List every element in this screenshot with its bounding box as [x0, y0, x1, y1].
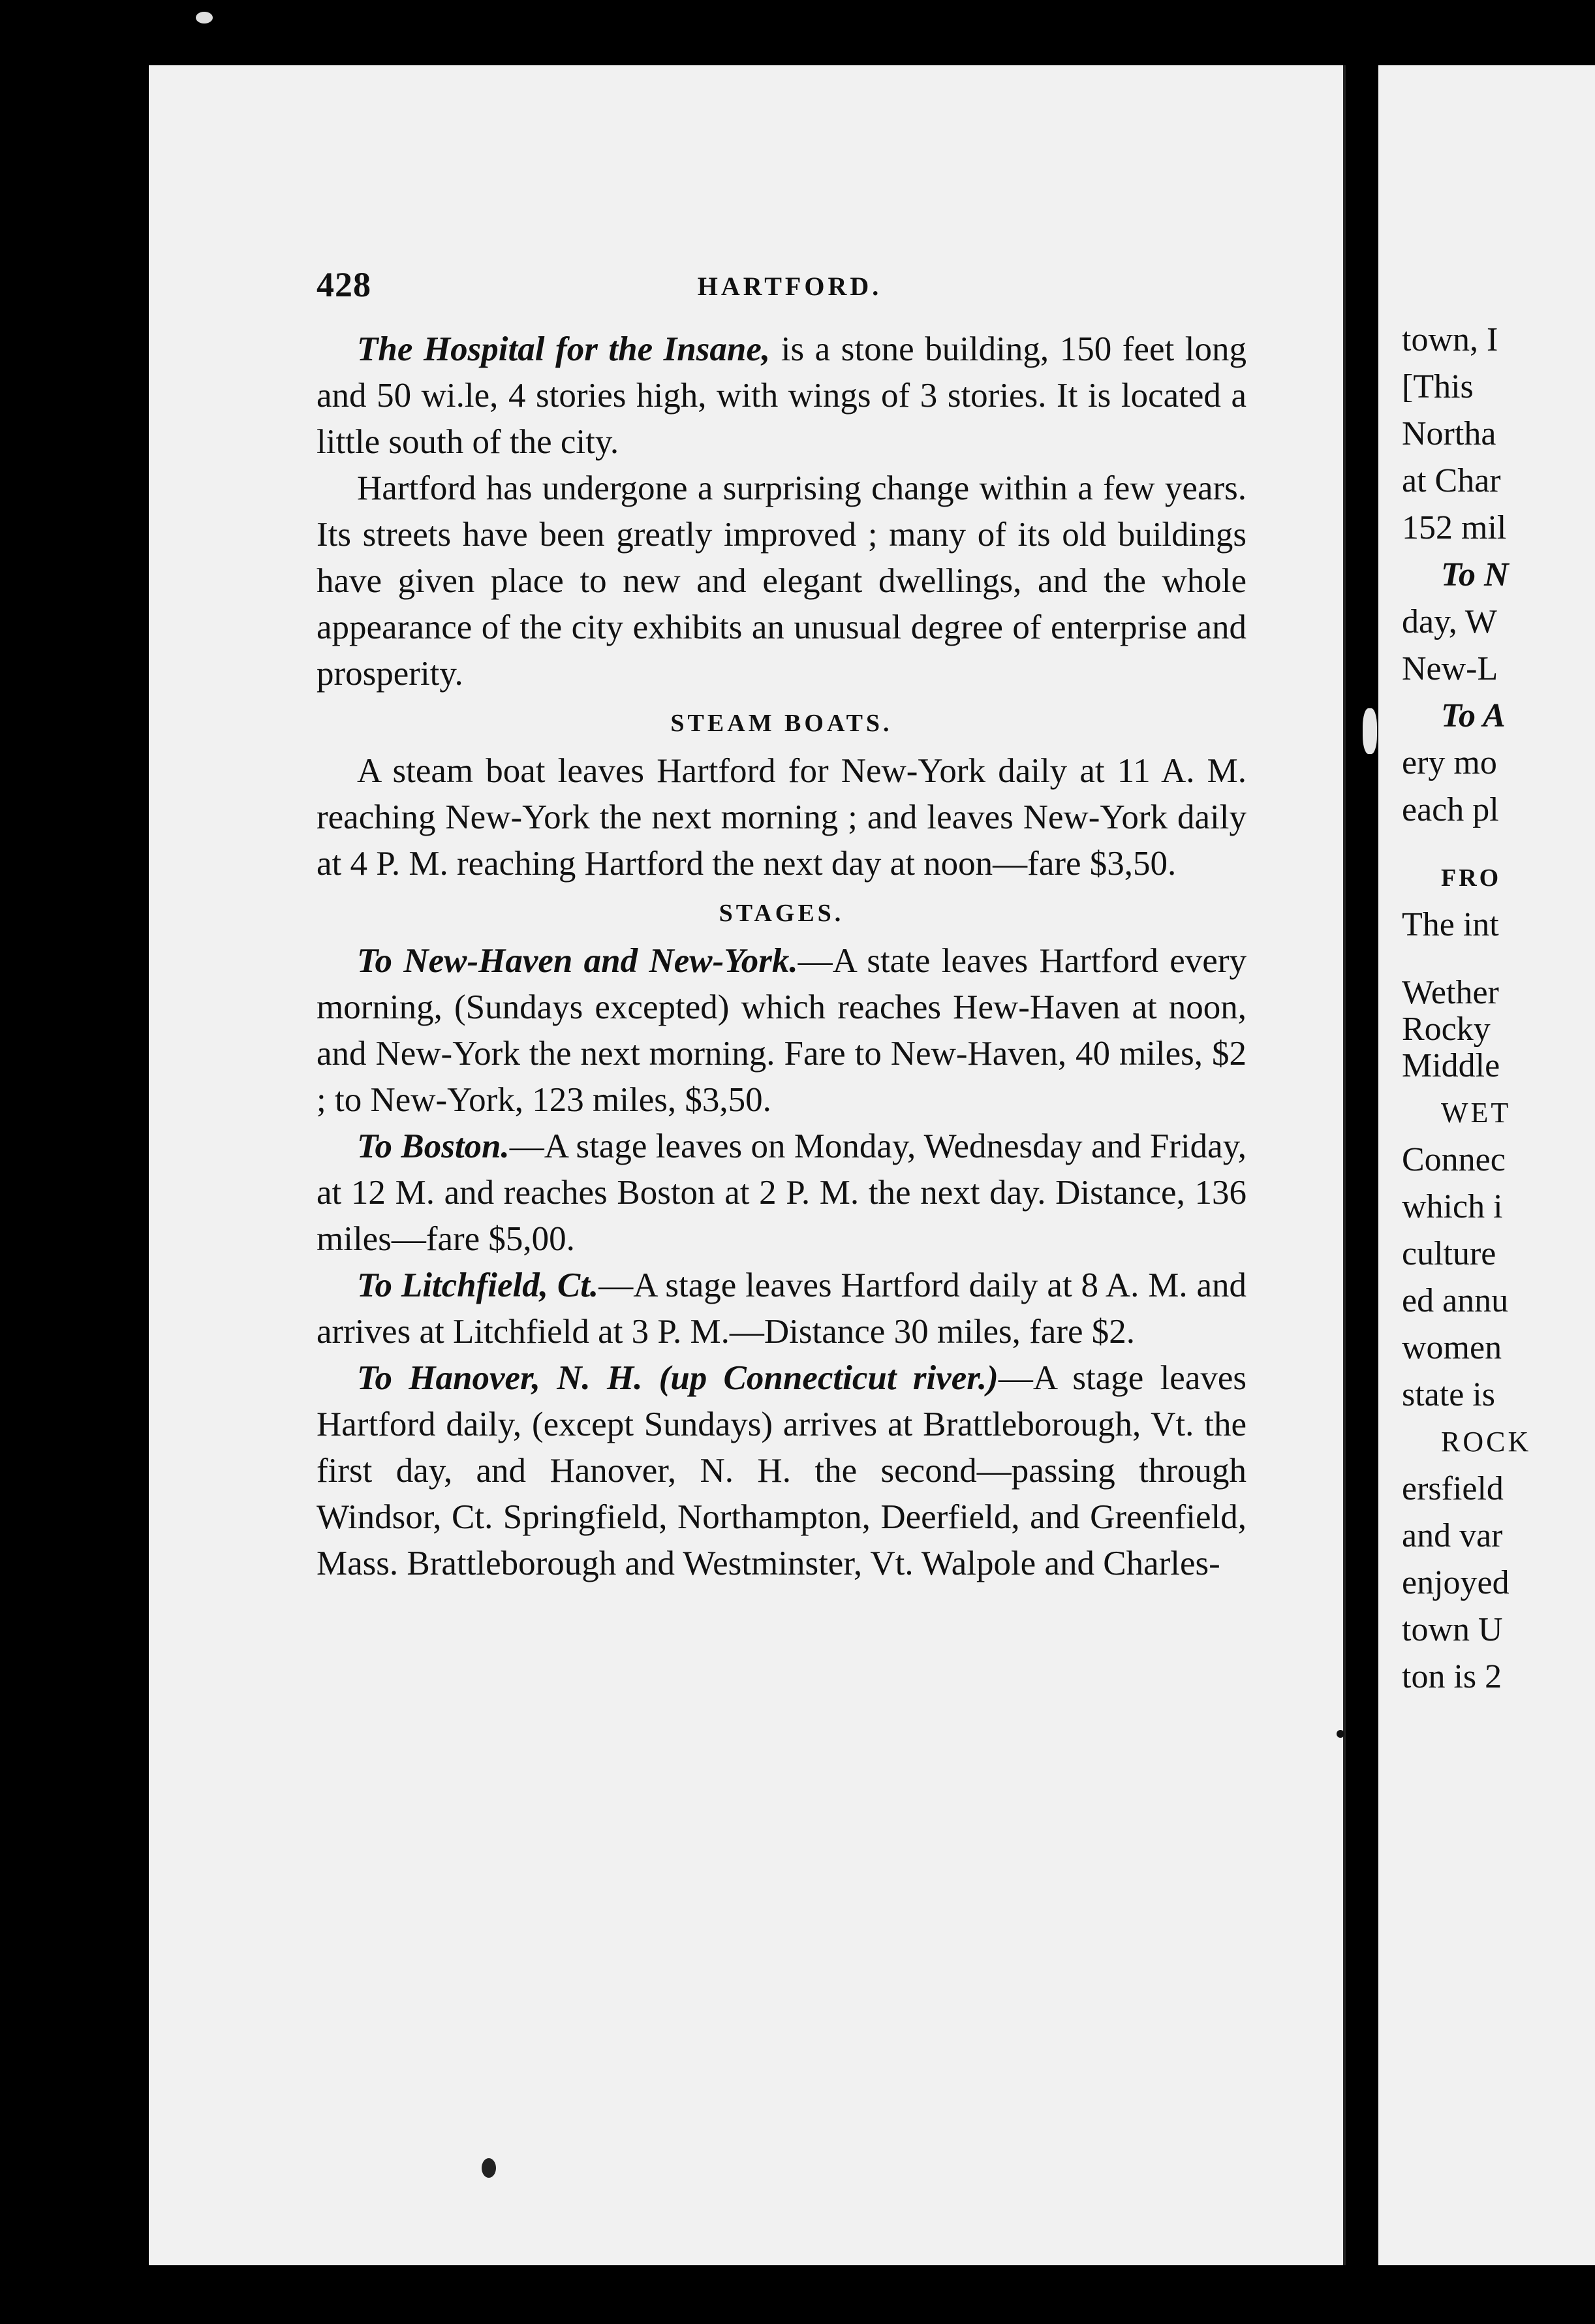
right-line: 152 mil: [1402, 509, 1507, 546]
right-line: Northa: [1402, 415, 1496, 452]
stage-text: —A stage leaves on Monday, Wednesday and Friday, at 12 M. and reaches Boston at 2 P. M. the next day. Distance, 136 miles—fare $5,00.: [317, 1127, 1247, 1258]
right-line: FRO: [1441, 864, 1502, 892]
steam-boats-heading: STEAM BOATS.: [670, 710, 893, 737]
right-line: [This: [1402, 368, 1474, 405]
scan-speck: [196, 12, 213, 24]
right-line: and var: [1402, 1517, 1503, 1554]
page-header: [317, 264, 1263, 310]
hospital-lead: The Hospital for the Insane,: [357, 330, 771, 368]
right-line: Wether: [1402, 974, 1499, 1011]
ink-dot: [1337, 1730, 1344, 1738]
stage-boston: [317, 1123, 1247, 1263]
right-line: To N: [1441, 556, 1509, 593]
stage-lead: To Hanover, N. H. (up Connecticut river.): [357, 1359, 999, 1397]
right-line: ery mo: [1402, 744, 1497, 781]
main-text-column: [317, 326, 1247, 1587]
right-line: town U: [1402, 1611, 1503, 1648]
stage-hanover: [317, 1355, 1247, 1587]
right-line: at Char: [1402, 462, 1501, 499]
right-line: which i: [1402, 1188, 1503, 1225]
right-line: Rocky: [1402, 1011, 1491, 1048]
right-line: Connec: [1402, 1141, 1506, 1178]
stage-new-haven: [317, 938, 1247, 1123]
stage-text: —A stage leaves Hartford daily at 8 A. M. and arrives at Litchfield at 3 P. M.—Distance 30 miles, fare $2.: [317, 1266, 1247, 1351]
stage-litchfield: [317, 1263, 1247, 1355]
right-line: town, I: [1402, 321, 1498, 358]
page-number: 428: [317, 265, 371, 304]
right-line: New-L: [1402, 650, 1498, 687]
ink-dot: [482, 2158, 496, 2178]
stage-text: —A state leaves Hartford every morning, (Sundays excepted) which reaches Hew-Haven at noon, and New-York the next morning. Fare to New-Haven, 40 miles, $2 ; to New-York, 123 miles, $3,50.: [317, 942, 1247, 1119]
steam-boats-paragraph: A steam boat leaves Hartford for New-York daily at 11 A. M. reaching New-York the next morning ; and leaves New-York daily at 4 P. M. reaching Hartford the next day at noon—fare $3,50.: [317, 752, 1247, 883]
change-paragraph: Hartford has undergone a surprising change within a few years. Its streets have been greatly improved ; many of its old buildings have given place to new and elegant dwellings, and the whole appearance of the city exhibits an unusual degree of enterprise and prosperity.: [317, 469, 1247, 693]
right-line: ed annu: [1402, 1282, 1509, 1319]
stages-heading: STAGES.: [719, 900, 844, 927]
right-line: To A: [1441, 697, 1506, 734]
stage-lead: To Litchfield, Ct.: [357, 1266, 599, 1304]
right-line: ersfield: [1402, 1470, 1504, 1507]
right-line: ton is 2: [1402, 1658, 1502, 1695]
right-line: state is: [1402, 1376, 1495, 1413]
stage-text: —A stage leaves Hartford daily, (except Sundays) arrives at Brattleborough, Vt. the first day, and Hanover, N. H. the second—passing through Windsor, Ct. Springfield, Northampton, Deerfield, and Greenfield, Mass. Brattleborough and Westminster, Vt. Walpole and Charles-: [317, 1359, 1247, 1582]
hospital-text: is a stone building, 150 feet long and 50 wi.le, 4 stories high, with wings of 3 stories. It is located a little south of the city.: [317, 330, 1247, 461]
right-line: day, W: [1402, 603, 1497, 640]
hospital-paragraph: [317, 326, 1247, 465]
right-line: culture: [1402, 1235, 1496, 1272]
stage-lead: To New-Haven and New-York.: [357, 942, 798, 980]
right-line: Middle: [1402, 1047, 1500, 1084]
right-line: The int: [1402, 906, 1499, 943]
right-line: enjoyed: [1402, 1564, 1510, 1601]
running-head: HARTFORD.: [697, 272, 882, 301]
right-page-text: [1402, 317, 1531, 1701]
right-line: WET: [1441, 1097, 1511, 1129]
right-line: women: [1402, 1329, 1502, 1366]
page-edge-tear: [1363, 708, 1377, 754]
right-line: ROCK: [1441, 1426, 1532, 1458]
stage-lead: To Boston.: [357, 1127, 510, 1165]
right-line: each pl: [1402, 791, 1499, 828]
